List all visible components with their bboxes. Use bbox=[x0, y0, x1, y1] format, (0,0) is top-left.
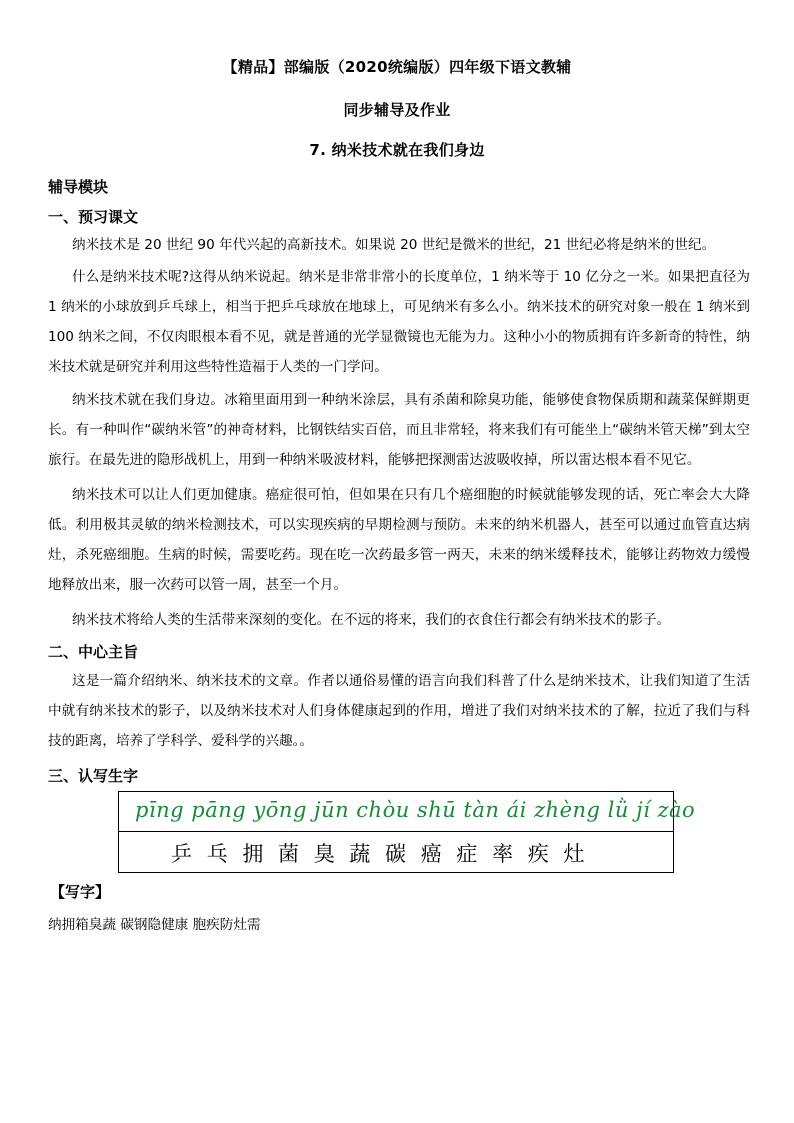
preview-heading: 一、预习课文 bbox=[48, 208, 139, 226]
document-subtitle: 同步辅导及作业 bbox=[343, 101, 451, 119]
preview-paragraph-1: 纳米技术是 20 世纪 90 年代兴起的高新技术。如果说 20 世纪是微米的世纪，21 世纪必将是纳米的世纪。 bbox=[72, 237, 716, 253]
module-heading: 辅导模块 bbox=[48, 178, 109, 196]
center-paragraph: 这是一篇介绍纳米、纳米技术的文章。作者以通俗易懂的语言向我们科普了什么是纳米技术，让我们知道了生活中就有纳米技术的影子，以及纳米技术对人们身体健康起到的作用，增进了我们对纳米技术的了解，拉近了我们与科技的距离，培养了学科学、爱科学的兴趣。。 bbox=[48, 673, 750, 749]
character-row bbox=[119, 832, 673, 873]
document-title: 【精品】部编版（2020统编版）四年级下语文教辅 bbox=[222, 58, 572, 76]
preview-paragraph-4: 纳米技术可以让人们更加健康。癌症很可怕，但如果在只有几个癌细胞的时候就能够发现的话，死亡率会大大降低。利用极其灵敏的纳米检测技术，可以实现疾病的早期检测与预防。未来的纳米机器人，甚至可以通过血管直达病灶，杀死癌细胞。生病的时候，需要吃药。现在吃一次药最多管一两天，未来的纳米缓释技术，能够让药物效力缓慢地释放出来，服一次药可以管一周，甚至一个月。 bbox=[48, 487, 750, 593]
pinyin-text: pīng pāng yōng jūn chòu shū tàn ái zhèng lǜ jí zào bbox=[135, 798, 696, 822]
preview-paragraph-5: 纳米技术将给人类的生活带来深刻的变化。在不远的将来，我们的衣食住行都会有纳米技术的影子。 bbox=[72, 612, 671, 628]
preview-paragraph-3: 纳米技术就在我们身边。冰箱里面用到一种纳米涂层，具有杀菌和除臭功能，能够使食物保质期和蔬菜保鲜期更长。有一种叫作“碳纳米管”的神奇材料，比钢铁结实百倍，而且非常轻，将来我们有可能坐上“碳纳米管天梯”到太空旅行。在最先进的隐形战机上，用到一种纳米吸波材料，能够把探测雷达波吸收掉，所以雷达根本看不见它。 bbox=[48, 392, 750, 468]
preview-paragraph-2: 什么是纳米技术呢?这得从纳米说起。纳米是非常非常小的长度单位，1 纳米等于 10 亿分之一米。如果把直径为 1 纳米的小球放到乒乓球上，相当于把乒乓球放在地球上，可见纳米有多么小。纳米技术的研究对象一般在 1 纳米到 100 纳米之间，不仅肉眼根本看不见，就是普通的光学显微镜也无能为力。这种小小的物质拥有许多新奇的特性，纳米技术就是研究并利用这些特性造福于人类的一门学问。 bbox=[48, 269, 750, 375]
character-text: 乒 乓 拥 菌 臭 蔬 碳 癌 症 率 疾 灶 bbox=[171, 842, 589, 866]
lesson-title: 7. 纳米技术就在我们身边 bbox=[309, 141, 485, 159]
characters-heading: 三、认写生字 bbox=[48, 767, 139, 785]
center-heading: 二、中心主旨 bbox=[48, 643, 139, 661]
pinyin-row bbox=[119, 792, 696, 832]
writing-characters: 纳拥箱臭蔬 碳钢隐健康 胞疾防灶需 bbox=[48, 917, 261, 933]
writing-heading: 【写字】 bbox=[50, 883, 111, 901]
pinyin-character-table bbox=[118, 791, 696, 873]
